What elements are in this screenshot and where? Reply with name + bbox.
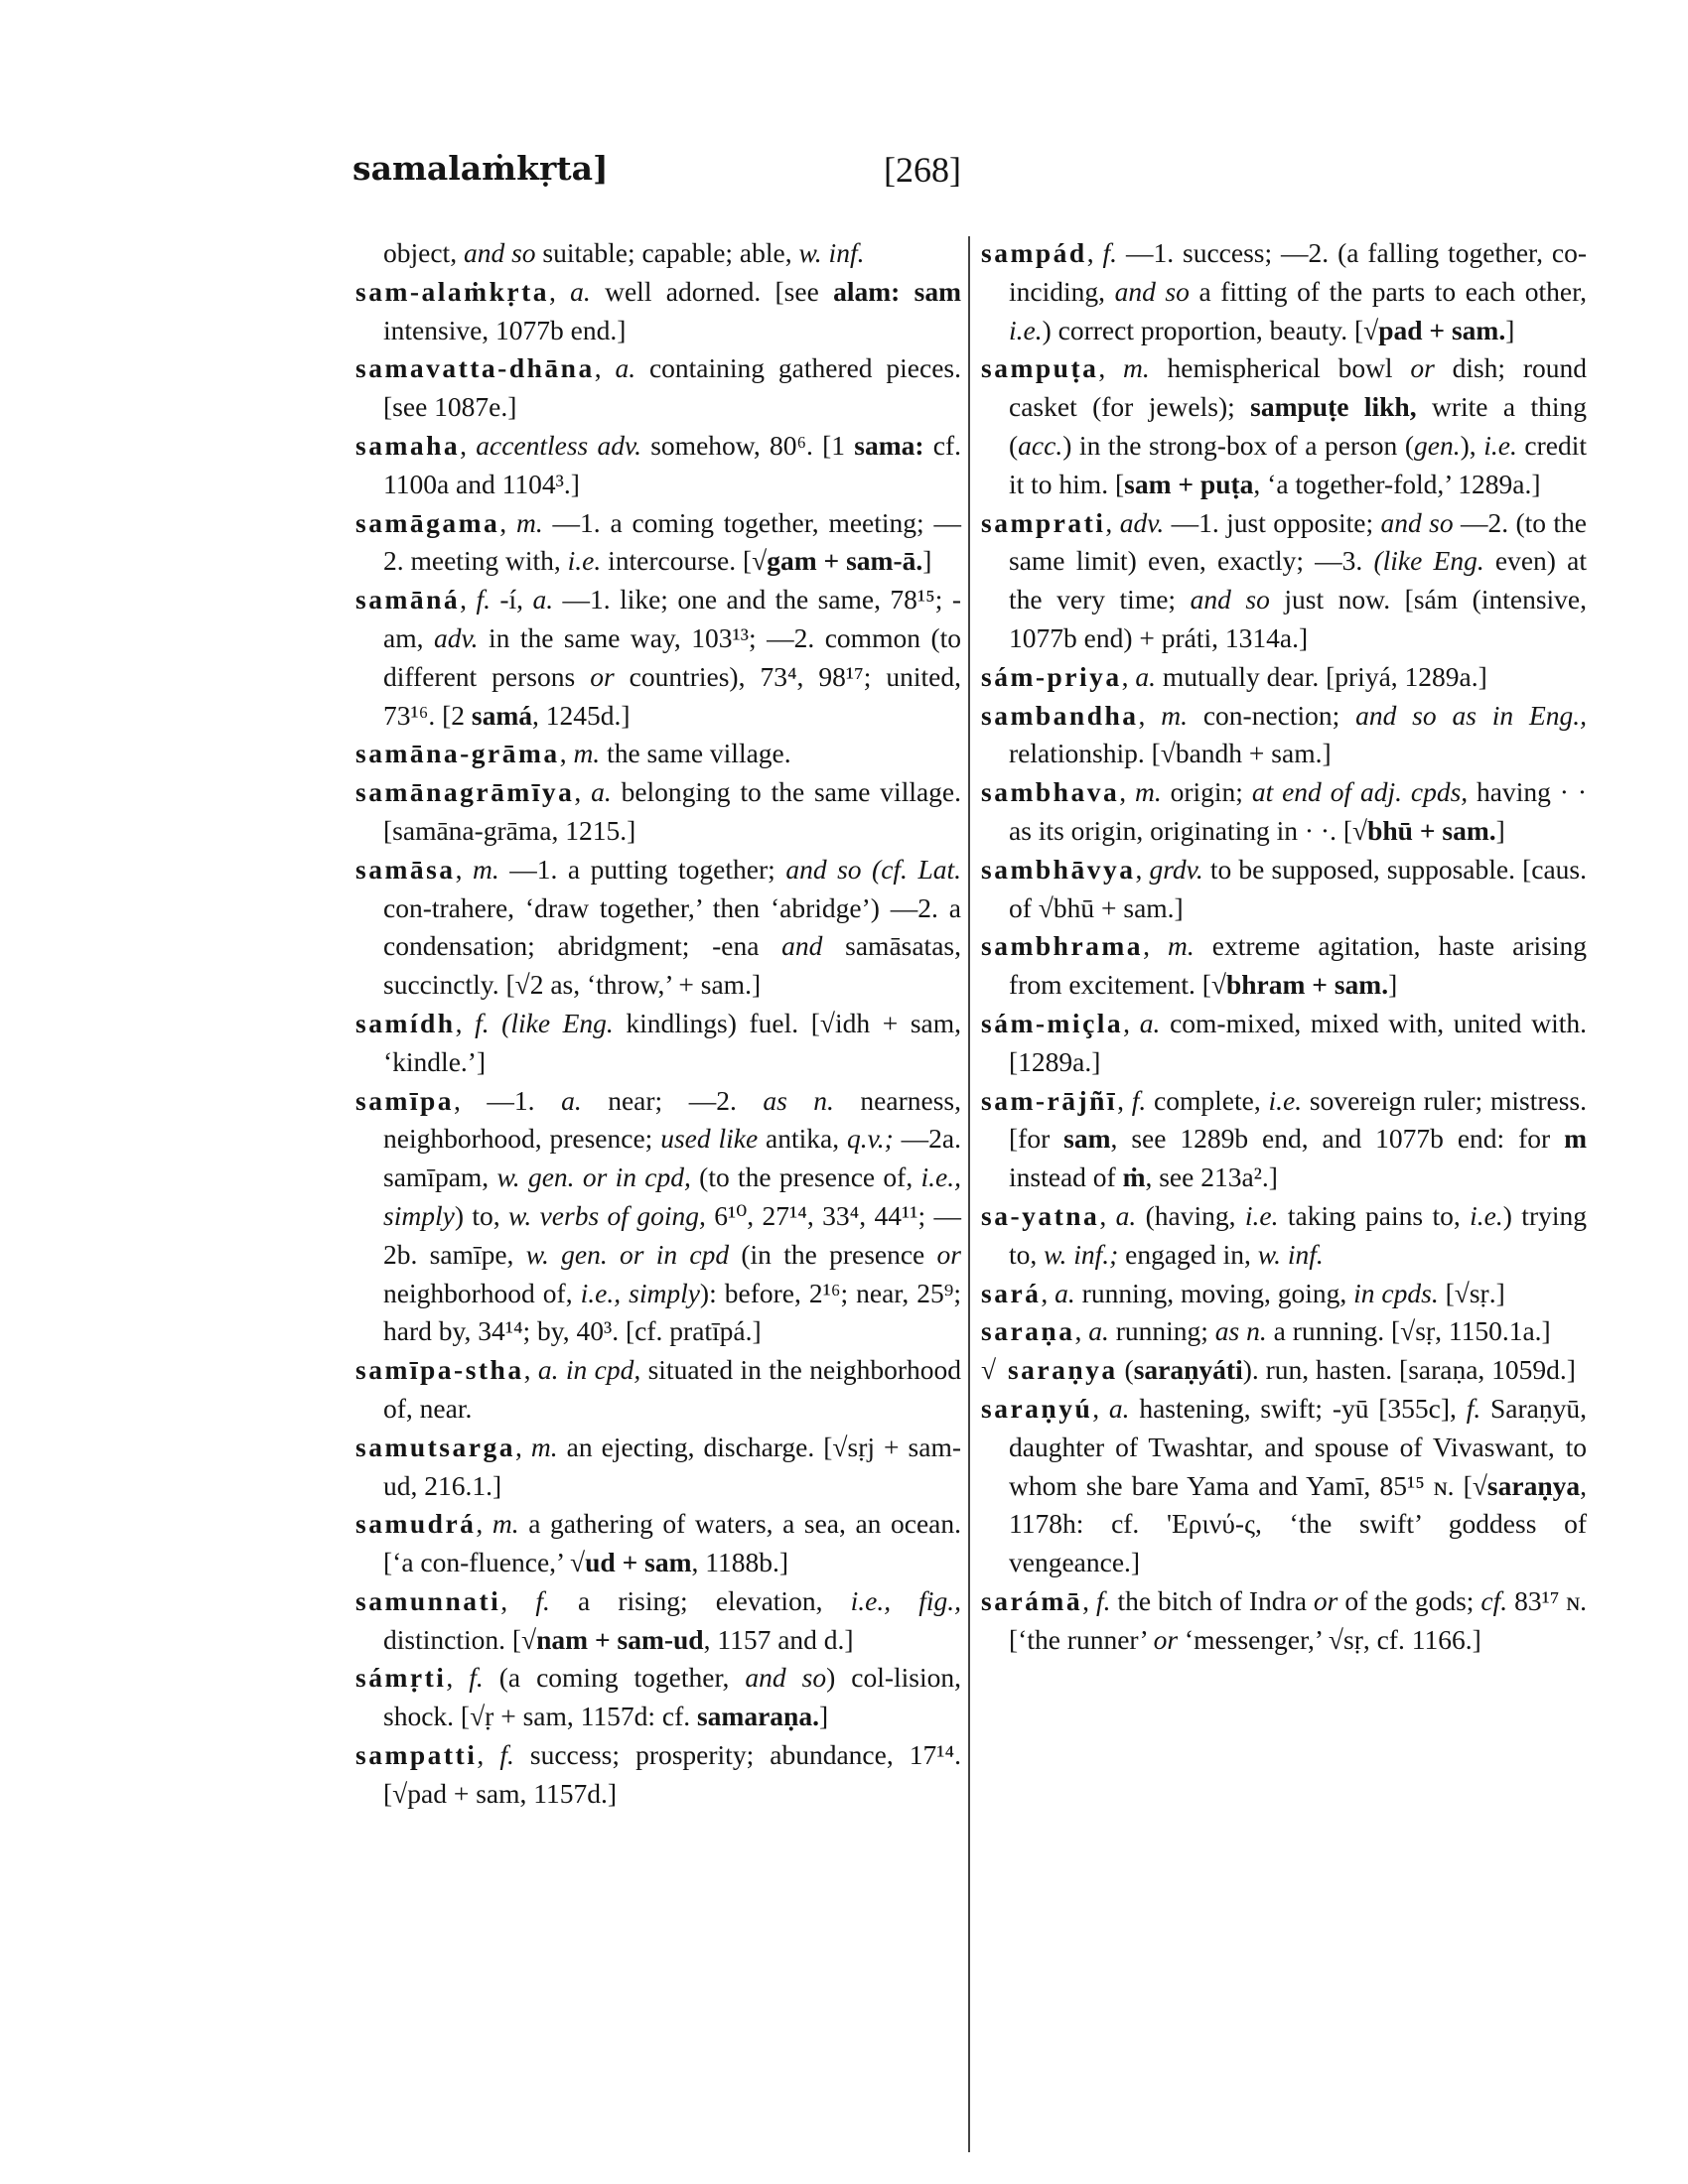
entry-text: as n. — [1214, 1315, 1267, 1347]
entry-text: intensive, 1077b end.] — [383, 314, 627, 345]
entry-text: 83¹⁷ ɴ. [‘the runner’ — [1009, 1584, 1588, 1655]
entry-headword: sampád — [981, 237, 1087, 268]
entry-text: ) to, — [454, 1199, 509, 1231]
entry-text: m. — [1168, 930, 1195, 962]
entry-text: ) correct proportion, beauty. [√ — [1042, 314, 1379, 345]
entry-text: , — [1099, 1199, 1116, 1231]
entry-text: ): before, 2¹⁶; near, 25⁹; hard by, 34¹⁴; by, 40³. [cf. pratīpá.] — [383, 1277, 961, 1347]
entry-text: f. — [1095, 1584, 1111, 1616]
entry-text: kindlings) fuel. [√idh + sam, ‘kindle.’] — [383, 1007, 961, 1077]
entry-text: , — [1086, 237, 1103, 268]
dictionary-entry — [355, 735, 961, 773]
entry-text: used like — [660, 1123, 759, 1155]
entry-text: a. in cpd, — [537, 1354, 641, 1386]
entry-text: , — [514, 1431, 531, 1462]
entry-text: (to the presence of, — [690, 1161, 921, 1193]
entry-text: nearness, neighborhood, presence; — [383, 1084, 961, 1155]
entry-text: , — [460, 429, 477, 461]
entry-text: ), — [1460, 429, 1484, 461]
entry-text: hemispherical bowl — [1149, 352, 1411, 384]
entry-text: a. — [1055, 1277, 1075, 1308]
entry-text: (having, — [1136, 1199, 1245, 1231]
entry-text: ‘messenger,’ √sṛ, cf. 1166.] — [1178, 1623, 1481, 1655]
entry-text: , — [559, 738, 574, 769]
entry-headword: samāsa — [355, 853, 456, 885]
entry-headword: sampuṭa — [981, 352, 1099, 384]
entry-text: saraṇya — [1486, 1469, 1581, 1501]
entry-text: and so — [745, 1662, 827, 1694]
entry-text: —2a. samīpam, — [383, 1123, 961, 1193]
entry-text: w. inf.; — [1044, 1238, 1119, 1270]
entry-headword: sambhāvya — [981, 853, 1136, 885]
entry-text: accentless adv. — [476, 429, 642, 461]
entry-text: w. verbs of going, — [508, 1199, 706, 1231]
entry-text: q.v.; — [846, 1123, 894, 1155]
entry-text: intercourse. [√ — [601, 545, 768, 577]
entry-text: ṁ — [1122, 1161, 1146, 1193]
dictionary-entry — [355, 1582, 961, 1660]
entry-text: , — [1119, 776, 1135, 808]
entry-text: or — [936, 1238, 961, 1270]
entry-text: —1. success; —2. (a falling together, co-inciding, — [1009, 237, 1588, 307]
entry-text: —2. (to the same limit) even, exactly; —3. — [1009, 506, 1588, 577]
entry-text: a. — [1108, 1392, 1130, 1424]
dictionary-entry — [981, 851, 1587, 928]
entry-text: a. — [1135, 660, 1157, 692]
entry-headword: sam-alaṁkṛta — [355, 275, 549, 307]
entry-text: , — [1041, 1277, 1055, 1308]
entry-text: or — [590, 660, 615, 692]
entry-text: bhram + sam. — [1225, 969, 1389, 1001]
entry-text: ] — [1505, 314, 1515, 345]
entry-text: i.e. — [1483, 429, 1517, 461]
entry-text: and so — [1114, 275, 1190, 307]
entry-text: a running. [√sṛ, 1150.1a.] — [1266, 1315, 1551, 1347]
entry-text: samá — [471, 699, 532, 731]
entry-text: grdv. — [1149, 853, 1203, 885]
entry-text: w. inf. — [798, 237, 865, 268]
entry-text: engaged in, — [1118, 1238, 1258, 1270]
entry-text: a gathering of waters, a sea, an ocean. [‘a con-fluence,’ √ — [383, 1508, 961, 1578]
entry-text: or — [1410, 352, 1435, 384]
entry-text: Saraṇyū, daughter of Twashtar, and spouse of Vivaswant, to whom she bare Yama and Yamī, 85¹⁵ ɴ. [√ — [1009, 1392, 1587, 1501]
dictionary-entry — [355, 581, 961, 735]
entry-headword: samāna-grāma — [355, 738, 560, 769]
entry-text: an ejecting, discharge. [√sṛj + sam-ud, 216.1.] — [383, 1431, 961, 1501]
entry-text: saraṇyáti — [1133, 1354, 1243, 1386]
entry-text: m. — [1134, 776, 1162, 808]
left-column — [355, 234, 961, 1814]
entry-text: m. — [492, 1508, 519, 1540]
entry-text: in cpds. — [1353, 1277, 1439, 1308]
entry-headword: samaha — [355, 429, 461, 461]
entry-headword: √ saraṇya — [981, 1354, 1118, 1386]
dictionary-entry — [981, 1082, 1587, 1197]
entry-text: i.e. — [567, 545, 602, 577]
entry-text: , — [1138, 699, 1162, 731]
entry-headword: sám-priya — [981, 660, 1122, 692]
entry-text: , —1. — [454, 1084, 562, 1116]
dictionary-entry — [981, 504, 1587, 658]
entry-text: w. gen. or in cpd — [525, 1238, 730, 1270]
entry-text: somehow, 80⁶. [1 — [641, 429, 855, 461]
entry-text: running, moving, going, — [1074, 1277, 1354, 1308]
entry-text: , — [500, 1584, 536, 1616]
entry-text: a. — [561, 1084, 582, 1116]
entry-text: w. inf. — [1257, 1238, 1324, 1270]
dictionary-entry — [355, 1082, 961, 1352]
entry-headword: sám-miçla — [981, 1007, 1124, 1038]
entry-headword: samídh — [355, 1007, 456, 1038]
entry-text: even) at the very time; — [1009, 545, 1587, 615]
entry-text: nam + sam-ud — [536, 1623, 704, 1655]
entry-text: the same village. — [600, 738, 791, 769]
entry-headword: sambhava — [981, 776, 1120, 808]
entry-headword: sambandha — [981, 699, 1139, 731]
entry-text: in the same way, 103¹³; —2. common (to different persons — [383, 621, 961, 692]
dictionary-entry — [981, 234, 1587, 349]
dictionary-entry — [981, 697, 1587, 774]
dictionary-entry — [355, 504, 961, 582]
entry-text: f. — [1102, 237, 1118, 268]
entry-text: acc. — [1018, 429, 1063, 461]
right-column — [981, 234, 1587, 1659]
entry-text: well adorned. [see — [590, 275, 834, 307]
entry-text: , — [1117, 1084, 1132, 1116]
dictionary-entry — [981, 927, 1587, 1005]
entry-text: sama: — [854, 429, 924, 461]
entry-text: m. — [472, 853, 499, 885]
entry-text: a. — [1139, 1007, 1161, 1038]
entry-headword: samunnati — [355, 1584, 501, 1616]
entry-text: , — [1092, 1392, 1109, 1424]
entry-text: —1. a coming together, meeting; —2. meeting with, — [383, 506, 961, 577]
entry-text: a fitting of the parts to each other, — [1189, 275, 1587, 307]
entry-text: at end of adj. cpds, — [1251, 776, 1469, 808]
entry-text: , 1188b.] — [691, 1547, 789, 1578]
entry-text: 6¹⁰, 27¹⁴, 33⁴, 44¹¹; —2b. samīpe, — [383, 1199, 961, 1270]
entry-text: f. — [499, 1739, 514, 1771]
entry-text: f. (like Eng. — [475, 1007, 614, 1038]
entry-text: (like Eng. — [1373, 545, 1484, 577]
entry-text: containing gathered pieces. [see 1087e.] — [383, 352, 961, 423]
entry-text: , — [1082, 1584, 1096, 1616]
dictionary-entry — [981, 1005, 1587, 1082]
entry-text: , see 1289b end, and 1077b end: for — [1110, 1123, 1565, 1155]
entry-text: m. — [530, 1431, 558, 1462]
entry-text: adv. — [1119, 506, 1165, 538]
entry-text: ) trying to, — [1009, 1199, 1587, 1270]
entry-headword: sarámā — [981, 1584, 1083, 1616]
page-header — [0, 149, 1688, 199]
entry-text: i.e., simply — [383, 1161, 961, 1231]
entry-text: ) in the strong-box of a person ( — [1062, 429, 1415, 461]
entry-text: i.e. — [1470, 1199, 1503, 1231]
entry-text: , — [548, 275, 571, 307]
entry-text: having · · as its origin, originating in · ·. [√ — [1009, 776, 1587, 846]
entry-text: success; prosperity; abundance, 17¹⁴. [√pad + sam, 1157d.] — [383, 1739, 961, 1809]
entry-text: sam + puṭa — [1124, 468, 1254, 499]
entry-headword: samavatta-dhāna — [355, 352, 595, 384]
running-headword: samalaṁkṛta] — [352, 149, 609, 188]
entry-text: or — [1153, 1623, 1179, 1655]
entry-text: sovereign ruler; mistress. [for — [1009, 1084, 1588, 1155]
entry-text: write a thing ( — [1009, 391, 1587, 461]
entry-text: dish; round casket (for jewels); — [1009, 352, 1588, 423]
entry-text: , 1245d.] — [532, 699, 631, 731]
entry-text: f. — [476, 584, 491, 615]
entry-text: , — [1098, 352, 1124, 384]
entry-text: object, — [383, 237, 464, 268]
entry-text: a. — [570, 275, 591, 307]
entry-text: con-nection; — [1188, 699, 1356, 731]
entry-text: just now. [sám (intensive, 1077b end) + práti, 1314a.] — [1009, 584, 1587, 653]
entry-headword: samānagrāmīya — [355, 776, 575, 808]
column-divider — [968, 236, 970, 2152]
entry-text: countries), 73⁴, 98¹⁷; united, 73¹⁶. [2 — [383, 660, 962, 731]
entry-text: i.e. — [1244, 1199, 1279, 1231]
dictionary-entry — [981, 1390, 1587, 1582]
entry-text: i.e. — [1268, 1084, 1303, 1116]
entry-text: m. — [1123, 352, 1150, 384]
entry-headword: sa-yatna — [981, 1199, 1100, 1231]
entry-text: and — [781, 930, 823, 962]
entry-text: , 1178h: cf. 'Ερινύ-ς, ‘the swift’ goddess of vengeance.] — [1009, 1469, 1587, 1578]
dictionary-entry — [981, 1197, 1587, 1275]
page-number: [268] — [884, 150, 961, 190]
dictionary-entry — [355, 1505, 961, 1582]
dictionary-entry — [981, 349, 1587, 503]
entry-text: , — [523, 1354, 538, 1386]
entry-text: hastening, swift; -yū [355c], — [1129, 1392, 1467, 1424]
entry-text: ) col-lision, shock. [√ṛ + sam, 1157d: cf. — [383, 1662, 961, 1732]
entry-text: , — [446, 1662, 470, 1694]
entry-text: —1. just opposite; — [1164, 506, 1381, 538]
dictionary-entry — [355, 1736, 961, 1814]
entry-text: , — [1135, 853, 1150, 885]
entry-text: sampuṭe likh, — [1250, 391, 1417, 423]
dictionary-entry — [355, 1659, 961, 1736]
entry-text: m. — [573, 738, 601, 769]
entry-text: distinction. [√ — [383, 1623, 537, 1655]
entry-text: f. — [1466, 1392, 1481, 1424]
entry-text: instead of — [1009, 1161, 1123, 1193]
entry-text: a rising; elevation, — [549, 1584, 851, 1616]
entry-text: ] — [1495, 814, 1505, 846]
entry-text: a. — [532, 584, 554, 615]
entry-text: and so as in Eng., — [1355, 699, 1588, 731]
entry-text: , — [460, 584, 477, 615]
entry-text: or — [1313, 1584, 1338, 1616]
entry-text: a. — [615, 352, 636, 384]
entry-text: , 1157 and d.] — [703, 1623, 854, 1655]
entry-text: relationship. [√bandh + sam.] — [1009, 738, 1332, 769]
entry-text: and so — [1380, 506, 1454, 538]
entry-text: ud + sam — [585, 1547, 692, 1578]
entry-text: w. gen. or in cpd, — [496, 1161, 691, 1193]
entry-headword: sambhrama — [981, 930, 1144, 962]
entry-text: and so — [1190, 584, 1270, 615]
entry-text: running; — [1108, 1315, 1215, 1347]
dictionary-entry — [355, 1005, 961, 1082]
dictionary-entry — [981, 658, 1587, 697]
dictionary-entry — [355, 273, 961, 350]
entry-text: situated in the neighborhood of, near. — [383, 1354, 961, 1424]
entry-text: , — [1121, 660, 1136, 692]
entry-text: adv. — [433, 621, 479, 653]
entry-text: gam + sam-ā. — [767, 545, 923, 577]
entry-text: , ‘a together-fold,’ 1289a.] — [1253, 468, 1541, 499]
entry-text: ] — [818, 1701, 829, 1732]
entry-text: a. — [591, 776, 612, 808]
entry-text: suitable; capable; able, — [535, 237, 799, 268]
dictionary-entry — [981, 1582, 1587, 1660]
entry-text: —1. like; one and the same, 78¹⁵; -am, — [383, 584, 961, 653]
entry-headword: saraṇa — [981, 1315, 1075, 1347]
entry-text: ). run, hasten. [saraṇa, 1059d.] — [1242, 1354, 1576, 1386]
dictionary-entry — [981, 773, 1587, 851]
entry-text: (a coming together, — [483, 1662, 746, 1694]
entry-text: (in the presence — [729, 1238, 937, 1270]
entry-text: -í, — [490, 584, 533, 615]
entry-text: m — [1564, 1123, 1588, 1155]
dictionary-entry — [355, 234, 961, 273]
entry-text: , — [476, 1508, 492, 1540]
entry-text: of the gods; — [1337, 1584, 1481, 1616]
dictionary-entry — [355, 773, 961, 851]
entry-text: f. — [1131, 1084, 1147, 1116]
entry-text: , — [477, 1739, 500, 1771]
entry-text: , — [574, 776, 592, 808]
entry-text: ( — [1117, 1354, 1134, 1386]
entry-text: and so (cf. Lat. — [785, 853, 962, 885]
dictionary-entry — [355, 851, 961, 1005]
entry-text: belonging to the same village. [samāna-grāma, 1215.] — [383, 776, 962, 846]
entry-text: , — [1123, 1007, 1140, 1038]
entry-headword: samprati — [981, 506, 1106, 538]
entry-headword: samutsarga — [355, 1431, 515, 1462]
entry-text: cf. — [1480, 1584, 1508, 1616]
entry-headword: sampatti — [355, 1739, 478, 1771]
entry-text: m. — [515, 506, 543, 538]
entry-text: samāsatas, succinctly. [√2 as, ‘throw,’ + sam.] — [383, 930, 961, 1001]
dictionary-entry — [981, 1312, 1587, 1351]
entry-text: a. — [1088, 1315, 1109, 1347]
entry-headword: samudrá — [355, 1508, 477, 1540]
entry-text: origin; — [1161, 776, 1252, 808]
entry-text: com-mixed, mixed with, united with. [1289a.] — [1009, 1007, 1587, 1077]
dictionary-entry — [981, 1351, 1587, 1390]
entry-headword: samāgama — [355, 506, 500, 538]
entry-text: —1. a putting together; — [498, 853, 786, 885]
entry-text: con-trahere, ‘draw together,’ then ‘abridge’) —2. a condensation; abridgment; -ena — [383, 891, 961, 962]
entry-text: , — [455, 1007, 476, 1038]
entry-text: samaraṇa. — [696, 1701, 819, 1732]
dictionary-entry — [981, 1275, 1587, 1313]
entry-text: i.e. — [1009, 314, 1043, 345]
entry-text: i.e., simply — [580, 1277, 700, 1308]
entry-text: mutually dear. [priyá, 1289a.] — [1156, 660, 1487, 692]
entry-text: sam — [1063, 1123, 1111, 1155]
entry-text: alam: sam — [833, 275, 961, 307]
entry-text: complete, — [1146, 1084, 1269, 1116]
entry-text: ] — [922, 545, 932, 577]
entry-text: , — [455, 853, 473, 885]
entry-text: [√sṛ.] — [1438, 1277, 1505, 1308]
entry-headword: sam-rājñī — [981, 1084, 1118, 1116]
entry-text: , — [1074, 1315, 1089, 1347]
entry-text: , — [499, 506, 516, 538]
entry-text: taking pains to, — [1278, 1199, 1471, 1231]
entry-text: , — [1143, 930, 1168, 962]
entry-text: , — [594, 352, 616, 384]
entry-text: m. — [1161, 699, 1188, 731]
entry-text: and so — [463, 237, 536, 268]
entry-text: pad + sam. — [1378, 314, 1506, 345]
entry-text: , see 213a².] — [1145, 1161, 1278, 1193]
entry-text: cf. 1100a and 1104³.] — [383, 429, 961, 499]
entry-text: to be supposed, supposable. [caus. of √bhū + sam.] — [1009, 853, 1588, 923]
entry-text: f. — [535, 1584, 550, 1616]
entry-text: a. — [1115, 1199, 1137, 1231]
entry-text: bhū + sam. — [1367, 814, 1496, 846]
entry-text: f. — [469, 1662, 484, 1694]
dictionary-entry — [355, 1429, 961, 1506]
entry-text: ] — [1388, 969, 1398, 1001]
entry-text: credit it to him. [ — [1009, 429, 1587, 499]
entry-text: extreme agitation, haste arising from excitement. [√ — [1009, 930, 1587, 1001]
entry-text: neighborhood of, — [383, 1277, 581, 1308]
entry-text: near; —2. — [581, 1084, 764, 1116]
entry-headword: saraṇyú — [981, 1392, 1093, 1424]
entry-text: gen. — [1414, 429, 1461, 461]
entry-headword: sámṛti — [355, 1662, 447, 1694]
entry-text: i.e., fig., — [850, 1584, 961, 1616]
entry-headword: sará — [981, 1277, 1042, 1308]
entry-text: as n. — [763, 1084, 834, 1116]
entry-headword: samīpa-stha — [355, 1354, 524, 1386]
dictionary-entry — [355, 1351, 961, 1429]
dictionary-entry — [355, 427, 961, 504]
entry-text: , — [1105, 506, 1120, 538]
dictionary-entry — [355, 349, 961, 427]
entry-text: antika, — [758, 1123, 847, 1155]
entry-text: the bitch of Indra — [1110, 1584, 1314, 1616]
entry-headword: samāná — [355, 584, 461, 615]
entry-headword: samīpa — [355, 1084, 455, 1116]
